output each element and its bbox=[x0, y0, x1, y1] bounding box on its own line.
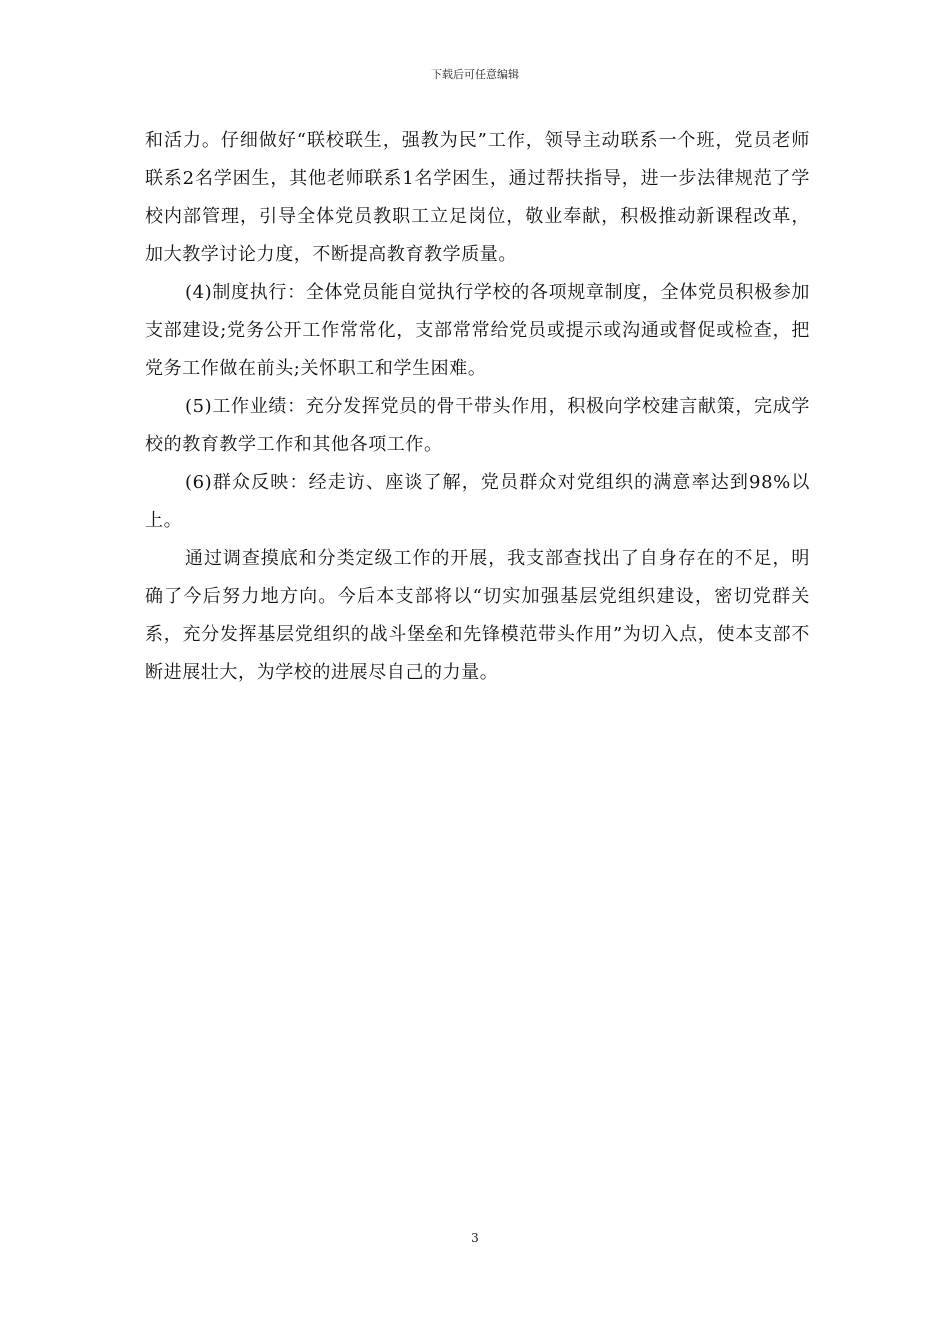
page-number: 3 bbox=[471, 1231, 479, 1245]
paragraph-continuation: 和活力。仔细做好“联校联生，强教为民”工作，领导主动联系一个班，党员老师联系2名学困生，其他老师联系1名学困生，通过帮扶指导，进一步法律规范了学校内部管理，引导全体党员教职工立足岗位，敬业奉献，积极推动新课程改革，加大教学讨论力度，不断提高教育教学质量。 bbox=[145, 130, 810, 265]
paragraph-item-6: (6)群众反映：经走访、座谈了解，党员群众对党组织的满意率达到98%以上。 bbox=[145, 472, 810, 531]
paragraph-item-5: (5)工作业绩：充分发挥党员的骨干带头作用，积极向学校建言献策，完成学校的教育教学工作和其他各项工作。 bbox=[145, 396, 810, 455]
paragraph-conclusion: 通过调查摸底和分类定级工作的开展，我支部查找出了自身存在的不足，明确了今后努力地方向。今后本支部将以“切实加强基层党组织建设，密切党群关系，充分发挥基层党组织的战斗堡垒和先锋模范带头作用”为切入点，使本支部不断进展壮大，为学校的进展尽自己的力量。 bbox=[145, 548, 810, 683]
paragraph-item-4: (4)制度执行：全体党员能自觉执行学校的各项规章制度，全体党员积极参加支部建设;党务公开工作常常化，支部常常给党员或提示或沟通或督促或检查，把党务工作做在前头;关怀职工和学生困难。 bbox=[145, 282, 810, 379]
document-body bbox=[145, 122, 810, 692]
page-header: 下载后可任意编辑 bbox=[431, 68, 519, 81]
